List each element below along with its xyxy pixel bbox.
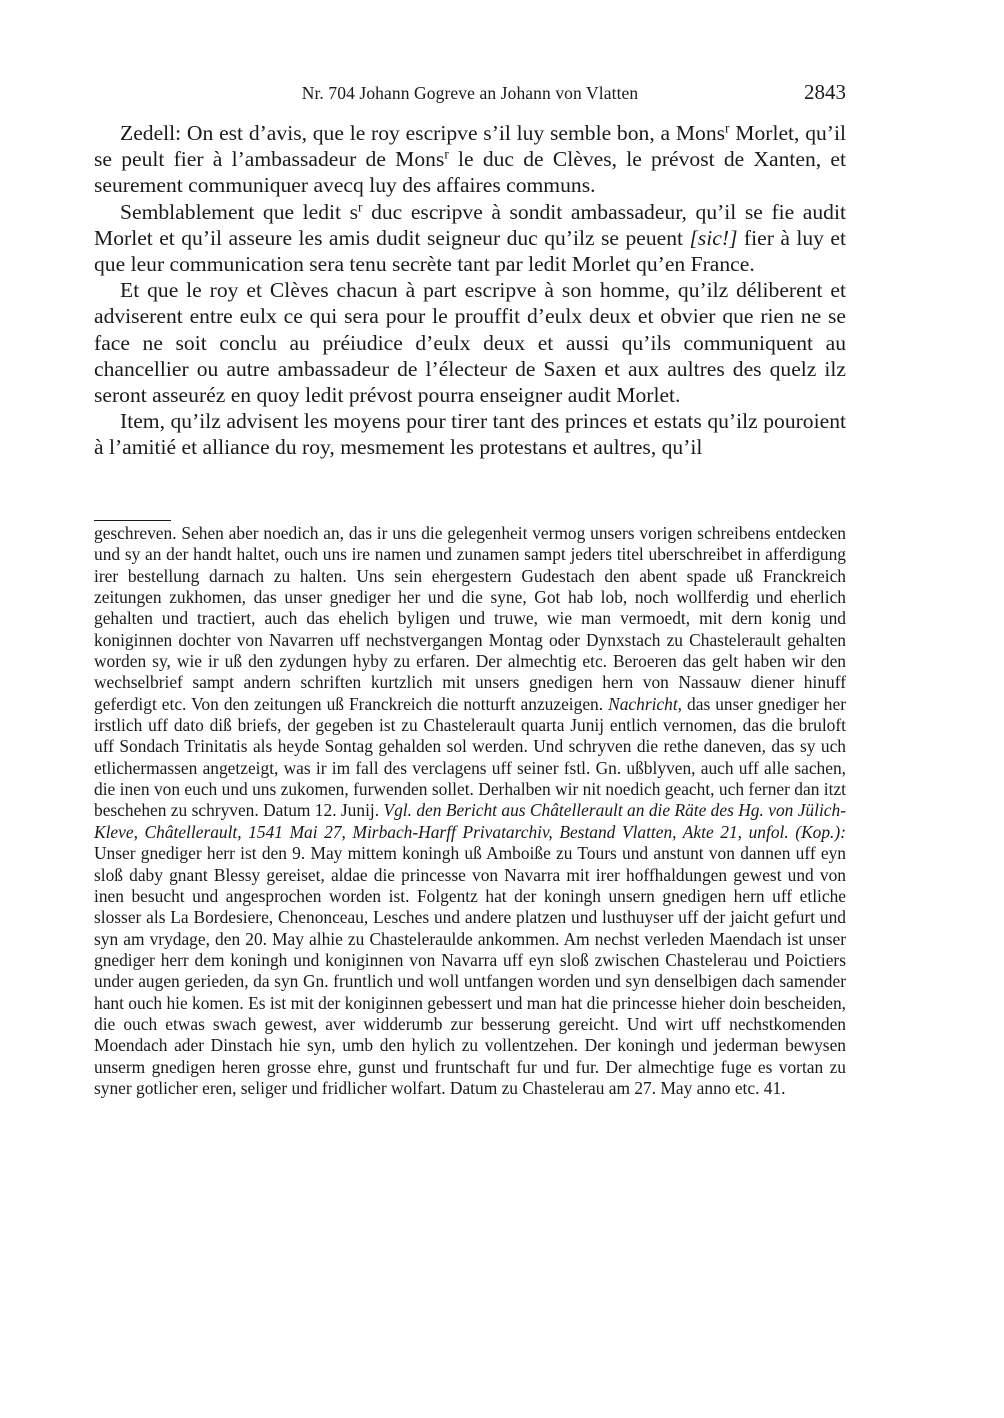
footnote-rule xyxy=(94,520,171,521)
footnote-paragraph xyxy=(94,523,846,1099)
paragraph-zedell xyxy=(94,120,846,199)
page-number: 2843 xyxy=(804,80,846,104)
footnote-block xyxy=(94,523,846,1099)
editorial-sic: [sic!] xyxy=(689,225,738,250)
text-run: duc escripve à sondit ambassadeur, qu’il se fie audit Morlet et qu’il asseure les amis dudit seigneur duc qu’ilz se peuent xyxy=(94,199,846,250)
running-title: Nr. 704 Johann Gogreve an Johann von Vlatten xyxy=(301,83,639,103)
text-run: Unser gnediger herr ist den 9. May mittem koningh uß Amboiße zu Tours und anstunt von dannen uff eyn sloß daby gnant Blessy gereiset, aldae die princesse von Navarra mit irer hoffhaldungen gewest und von inen besucht und angesprochen worden ist. Folgentz hat der koningh unsern gnedigen hern uff etliche slosser als La Bordesiere, Chenonceau, Lesches und andere platzen und lusthuyser uff der jaicht gefurt und syn am vrydage, den 20. May alhie zu Chastelerauldе ankommen. Am nechst verleden Maendach ist unser gnediger herr dem koningh und koniginnen von Navarra uff eyn sloß zwischen Chastelerau und Poictiers under augen gerieden, da syn Gn. fruntlich und woll untfangen worden und syn denselbigen dach samender hant ouch hie komen. Es ist mit der koniginnen gebessert und man hat die princesse hieher doin bescheiden, die ouch etwas swach gewest, aver widderumb zur besserung gereicht. Und wirt uff nechstkomenden Moendach ader Dinstach hie syn, umb den hylich zu vollentzehen. Der koningh und jederman bewysen unserm gnedigen heren grosse ehre, gunst und fruntschaft fur und fur. Der almechtige fuge es vortan zu syner gotlicher eren, seliger und fridlicher wolfart. Datum zu Chastelerau am 27. May anno etc. 41. xyxy=(94,843,846,1098)
paragraph-semblablement xyxy=(94,199,846,278)
editorial-reference: Vgl. den Bericht aus Châtellerault an die Räte des Hg. von Jülich-Kleve, Châtellerault, 1541 Mai 27, Mirbach-Harff Privatarchiv, Bestand Vlatten, Akte 21, unfol. (Kop.): xyxy=(94,800,846,842)
text-run: Morlet, qu’il se peult fier à l’ambassadeur de Mons xyxy=(94,121,846,172)
editorial-note-label: Nachricht, xyxy=(608,693,683,714)
superscript: r xyxy=(444,146,449,162)
text-run: le duc de Clèves, le prévost de Xanten, et seurement communiquer avecq luy des affaires communs. xyxy=(94,147,846,198)
paragraph-et-que: Et que le roy et Clèves chacun à part escripve à son homme, qu’ilz déliberent et adviserent entre eulx ce qui sera pour le prouffit d’eulx deux et obvier que rien ne se face ne soit conclu au préiudice d’eulx deux et aussi qu’ils communiquent au chancellier ou autre ambassadeur de l’électeur de Saxen et aux aultres des quelz ilz seront asseuréz en quoy ledit prévost pourra enseigner audit Morlet. xyxy=(94,278,846,408)
text-run: geschreven. Sehen aber noedich an, das ir uns die gelegenheit vermog unsers vorigen schreibens entdecken und sy an der handt haltet, ouch uns ire namen und zunamen sampt jeders titel uberschreibet in afferdigung irer bestellung darnach zu halten. Uns sein ehergestern Gudestach den abent spade uß Franckreich zeitungen zukhomen, das unser gnediger her und die syne, Got hab lob, noch wollferdig und eherlich gehalten und tractiert, auch das ehelich byligen und truwe, wie man vermoedt, mit dern konig und koniginnen dochter von Navarren uff nechstvergangen Montag oder Dynxstach zu Chastelerault gehalten worden sy, wie ir uß den zydungen hyby zu erfaren. Der almechtig etc. Beroeren das gelt haben wir den wechselbrief sampt andern schriften kurtzlich mit unsers gnedigen hern von Nassauw diener hinuff geferdigt etc. Von den zeitungen uß Franckreich die notturft anzuzeigen. xyxy=(94,523,846,714)
text-run: das unser gnediger her irstlich uff dato diß briefs, der gegeben ist zu Chastelerault quarta Junij entlich vernomen, das die bruloft uff Sondach Trinitatis als heyde Sontag gehalden sol werden. Und schryven die rethe daneven, das sy uch etlichermassen angetzeigt, was ir im fall des verclagens uff seiner fstl. Gn. ußblyven, auch uff alle sachen, die inen von euch und uns zukomen, furwenden sollet. Derhalben wir nit noedich geacht, uch ferner dan itzt beschehen zu schryven. Datum 12. Junij. xyxy=(94,693,846,821)
text-run: fier à luy et que leur communication sera tenu secrète tant par ledit Morlet qu’en France. xyxy=(94,225,847,277)
superscript: r xyxy=(358,199,363,215)
document-page xyxy=(94,0,846,1418)
text-run: Semblablement que ledit s xyxy=(120,199,359,224)
superscript: r xyxy=(725,120,730,136)
running-header xyxy=(94,80,846,106)
main-text xyxy=(94,120,846,461)
paragraph-item: Item, qu’ilz advisent les moyens pour tirer tant des princes et estats qu’ilz pouroient à l’amitié et alliance du roy, mesmement les protestans et aultres, qu’il xyxy=(94,409,846,460)
text-run: Zedell: On est d’avis, que le roy escripve s’il luy semble bon, a Mons xyxy=(120,121,726,145)
